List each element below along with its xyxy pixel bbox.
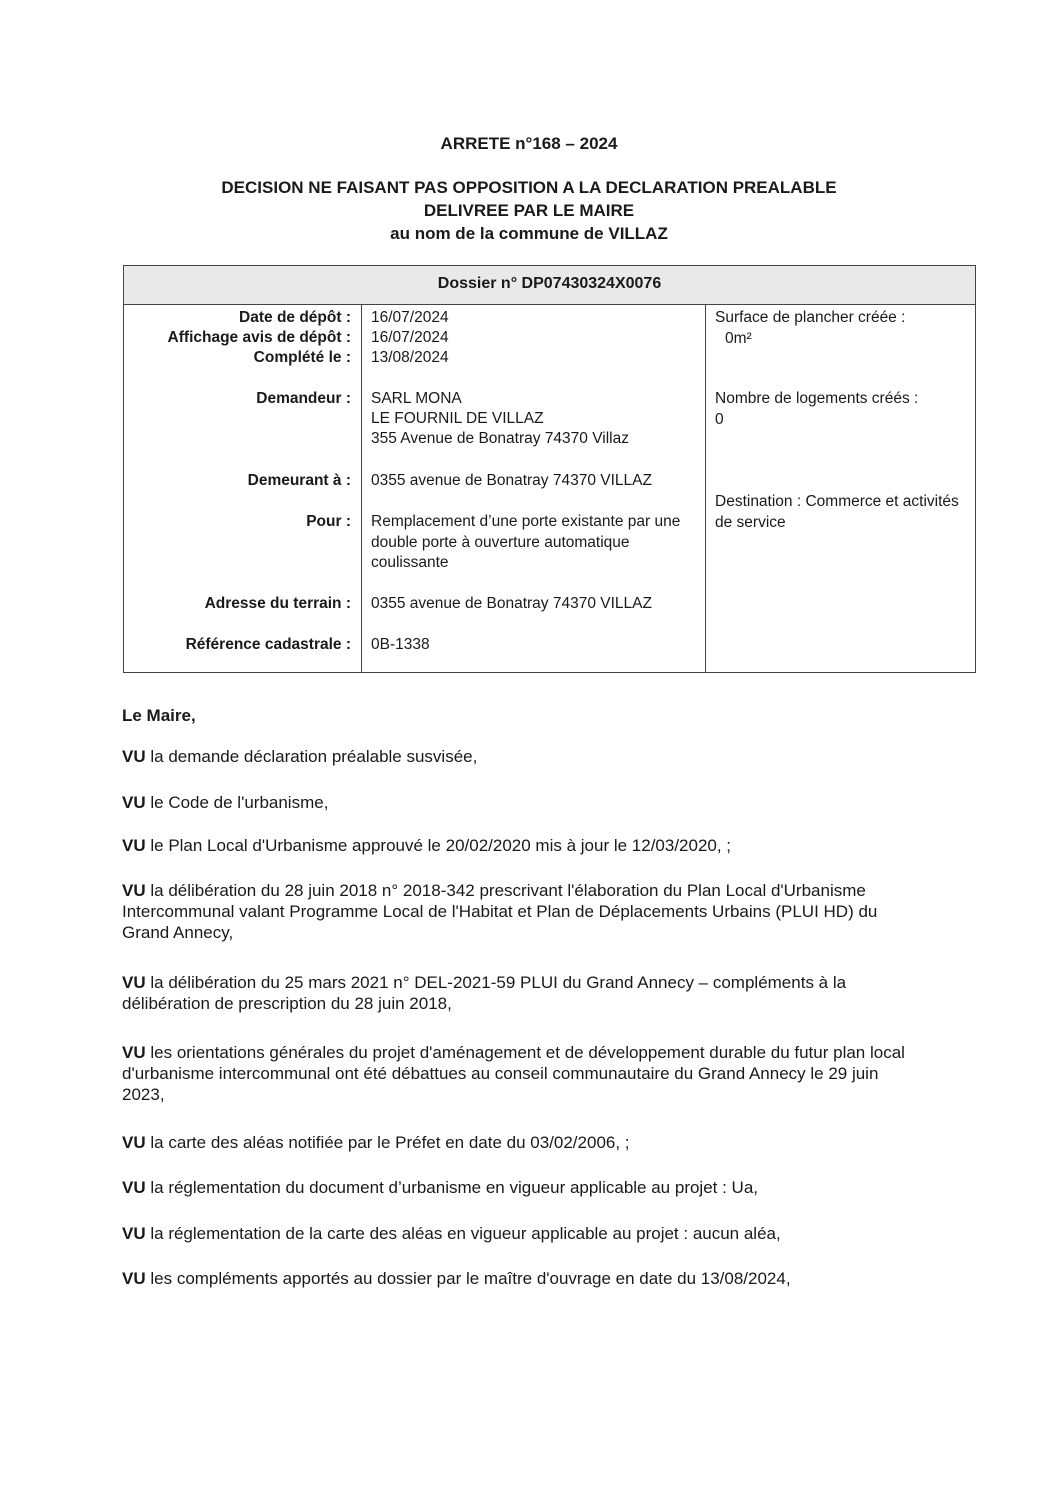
label-reference-cadastrale: Référence cadastrale : bbox=[185, 636, 351, 653]
value-demandeur-line-1: SARL MONA bbox=[371, 390, 462, 407]
label-pour: Pour : bbox=[306, 513, 351, 530]
label-affichage-avis: Affichage avis de dépôt : bbox=[167, 329, 351, 346]
dossier-table bbox=[123, 265, 976, 673]
label-nombre-logements: Nombre de logements créés : bbox=[715, 390, 919, 407]
vu-paragraph: VU la délibération du 28 juin 2018 n° 2018-342 prescrivant l'élaboration du Plan Local d'Urbanisme Intercommunal valant Programme Local de l'Habitat et Plan de Déplacements Urbains (PLUI HD) du Grand Annecy, bbox=[122, 881, 878, 942]
label-demandeur: Demandeur : bbox=[256, 390, 351, 407]
value-demandeur-line-2: LE FOURNIL DE VILLAZ bbox=[371, 410, 544, 427]
vu-paragraph: VU la carte des aléas notifiée par le Préfet en date du 03/02/2006, ; bbox=[122, 1133, 630, 1152]
value-adresse-terrain: 0355 avenue de Bonatray 74370 VILLAZ bbox=[371, 595, 652, 612]
vu-paragraph: VU la réglementation de la carte des aléas en vigueur applicable au projet : aucun aléa, bbox=[122, 1224, 781, 1243]
decision-title-line-3: au nom de la commune de VILLAZ bbox=[390, 224, 668, 243]
value-date-depot: 16/07/2024 bbox=[371, 309, 449, 326]
vu-paragraph: VU le Code de l'urbanisme, bbox=[122, 793, 329, 812]
vu-paragraph: VU les orientations générales du projet d'aménagement et de développement durable du futur plan local d'urbanisme intercommunal ont été débattues au conseil communautaire du Grand Annecy le 29 juin 2023, bbox=[122, 1043, 905, 1104]
vu-paragraph: VU le Plan Local d'Urbanisme approuvé le 20/02/2020 mis à jour le 12/03/2020, ; bbox=[122, 836, 732, 855]
value-demeurant: 0355 avenue de Bonatray 74370 VILLAZ bbox=[371, 472, 652, 489]
label-date-depot: Date de dépôt : bbox=[239, 309, 351, 326]
label-complete-le: Complété le : bbox=[253, 349, 351, 366]
decision-title-line-1: DECISION NE FAISANT PAS OPPOSITION A LA DECLARATION PREALABLE bbox=[221, 178, 837, 197]
table-divider bbox=[705, 304, 706, 672]
value-affichage-avis: 16/07/2024 bbox=[371, 329, 449, 346]
vu-paragraph: VU la délibération du 25 mars 2021 n° DEL-2021-59 PLUI du Grand Annecy – compléments à la délibération de prescription du 28 juin 2018, bbox=[122, 973, 847, 1013]
label-adresse-terrain: Adresse du terrain : bbox=[204, 595, 351, 612]
value-complete-le: 13/08/2024 bbox=[371, 349, 449, 366]
decision-title-line-2: DELIVREE PAR LE MAIRE bbox=[423, 201, 635, 220]
value-reference-cadastrale: 0B-1338 bbox=[371, 636, 430, 653]
label-destination: Destination : Commerce et activités de service bbox=[715, 493, 959, 531]
vu-paragraph: VU la demande déclaration préalable susvisée, bbox=[122, 747, 478, 766]
value-nombre-logements: 0 bbox=[715, 411, 724, 428]
label-surface-plancher: Surface de plancher créée : bbox=[715, 309, 906, 326]
arrete-number: ARRETE n°168 – 2024 bbox=[440, 134, 618, 153]
value-surface-plancher: 0m² bbox=[725, 330, 752, 347]
vu-paragraph: VU les compléments apportés au dossier par le maître d'ouvrage en date du 13/08/2024, bbox=[122, 1269, 791, 1288]
value-pour: Remplacement d’une porte existante par une double porte à ouverture automatique coulissante bbox=[371, 513, 681, 571]
vu-paragraph: VU la réglementation du document d’urbanisme en vigueur applicable au projet : Ua, bbox=[122, 1178, 759, 1197]
value-demandeur-line-3: 355 Avenue de Bonatray 74370 Villaz bbox=[371, 430, 629, 447]
le-maire-heading: Le Maire, bbox=[122, 706, 196, 725]
table-divider bbox=[361, 304, 362, 672]
dossier-number: Dossier n° DP07430324X0076 bbox=[124, 266, 975, 305]
label-demeurant: Demeurant à : bbox=[247, 472, 351, 489]
